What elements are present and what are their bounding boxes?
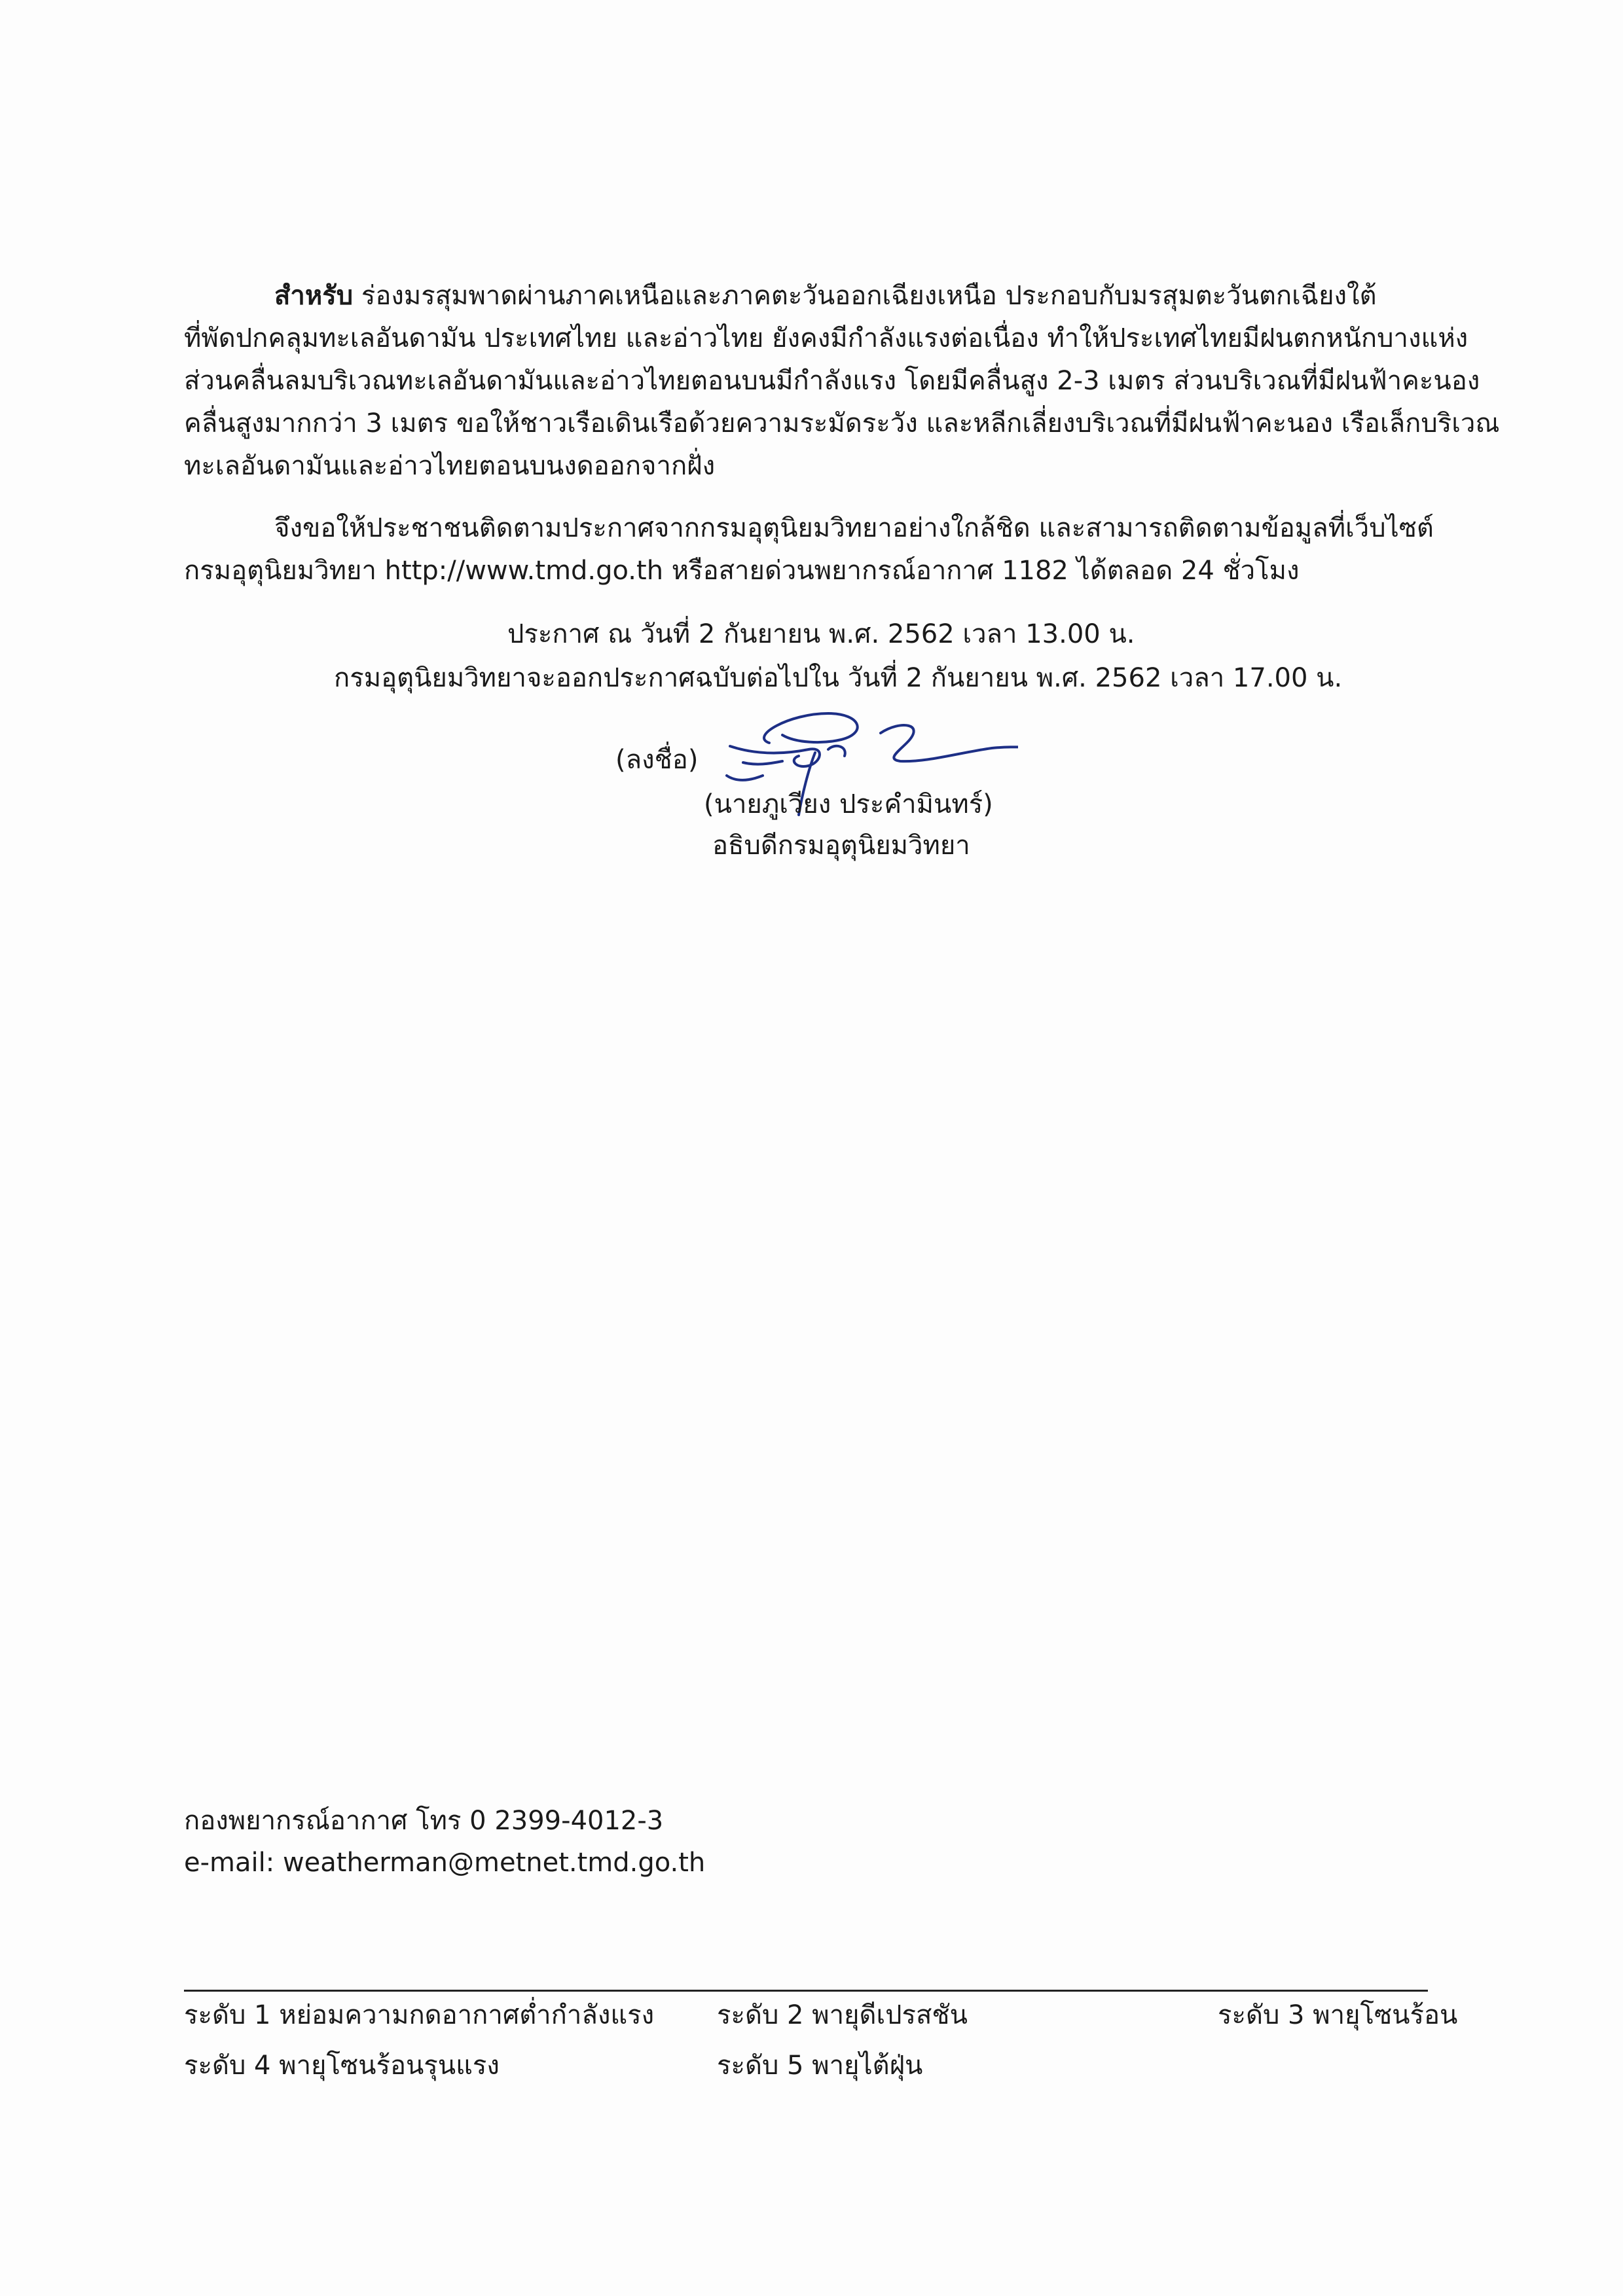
paragraph-line: คลื่นสูงมากกว่า 3 เมตร ขอให้ชาวเรือเดินเรือด้วยความระมัดระวัง และหลีกเลี่ยงบริเวณที่มีฝนฟ้าคะนอง เรือเล็กบริเวณ xyxy=(184,408,1500,439)
contact-division: กองพยากรณ์อากาศ โทร 0 2399-4012-3 xyxy=(184,1806,664,1836)
paragraph-advice xyxy=(184,507,1434,592)
contact-email: e-mail: weatherman@metnet.tmd.go.th xyxy=(184,1848,706,1878)
level-2: ระดับ 2 พายุดีเปรสชัน xyxy=(717,2000,968,2030)
paragraph-lead: สำหรับ xyxy=(274,281,354,311)
paragraph-line: ที่พัดปกคลุมทะเลอันดามัน ประเทศไทย และอ่าวไทย ยังคงมีกำลังแรงต่อเนื่อง ทำให้ประเทศไทยมีฝนตกหนักบางแห่ง xyxy=(184,323,1468,353)
signature-label: (ลงชื่อ) xyxy=(615,745,699,775)
signatory-position: อธิบดีกรมอุตุนิยมวิทยา xyxy=(712,831,970,861)
next-issue-time: กรมอุตุนิยมวิทยาจะออกประกาศฉบับต่อไปใน วันที่ 2 กันยายน พ.ศ. 2562 เวลา 17.00 น. xyxy=(334,663,1343,693)
paragraph-line-text: ร่องมรสุมพาดผ่านภาคเหนือและภาคตะวันออกเฉียงเหนือ ประกอบกับมรสุมตะวันตกเฉียงใต้ xyxy=(353,281,1377,311)
handwritten-signature xyxy=(710,684,1018,848)
paragraph-monsoon xyxy=(184,275,1500,488)
paragraph-line: จึงขอให้ประชาชนติดตามประกาศจากกรมอุตุนิยมวิทยาอย่างใกล้ชิด และสามารถติดตามข้อมูลที่เว็บไซต์ xyxy=(274,513,1434,543)
paragraph-line: ทะเลอันดามันและอ่าวไทยตอนบนงดออกจากฝั่ง xyxy=(184,451,716,481)
level-5: ระดับ 5 พายุไต้ฝุ่น xyxy=(717,2051,923,2081)
level-1: ระดับ 1 หย่อมความกดอากาศต่ำกำลังแรง xyxy=(184,2000,655,2030)
level-4: ระดับ 4 พายุโซนร้อนรุนแรง xyxy=(184,2051,500,2081)
paragraph-line: กรมอุตุนิยมวิทยา http://www.tmd.go.th หรือสายด่วนพยากรณ์อากาศ 1182 ได้ตลอด 24 ชั่วโมง xyxy=(184,556,1300,586)
level-3: ระดับ 3 พายุโซนร้อน xyxy=(1218,2000,1458,2030)
signatory-name: (นายภูเวียง ประคำมินทร์) xyxy=(704,789,993,819)
paragraph-line: ส่วนคลื่นลมบริเวณทะเลอันดามันและอ่าวไทยตอนบนมีกำลังแรง โดยมีคลื่นสูง 2-3 เมตร ส่วนบริเวณที่มีฝนฟ้าคะนอง xyxy=(184,366,1480,396)
issued-time: ประกาศ ณ วันที่ 2 กันยายน พ.ศ. 2562 เวลา 13.00 น. xyxy=(507,619,1135,649)
paragraph-line xyxy=(184,275,1428,317)
footer-divider xyxy=(184,1990,1428,1992)
